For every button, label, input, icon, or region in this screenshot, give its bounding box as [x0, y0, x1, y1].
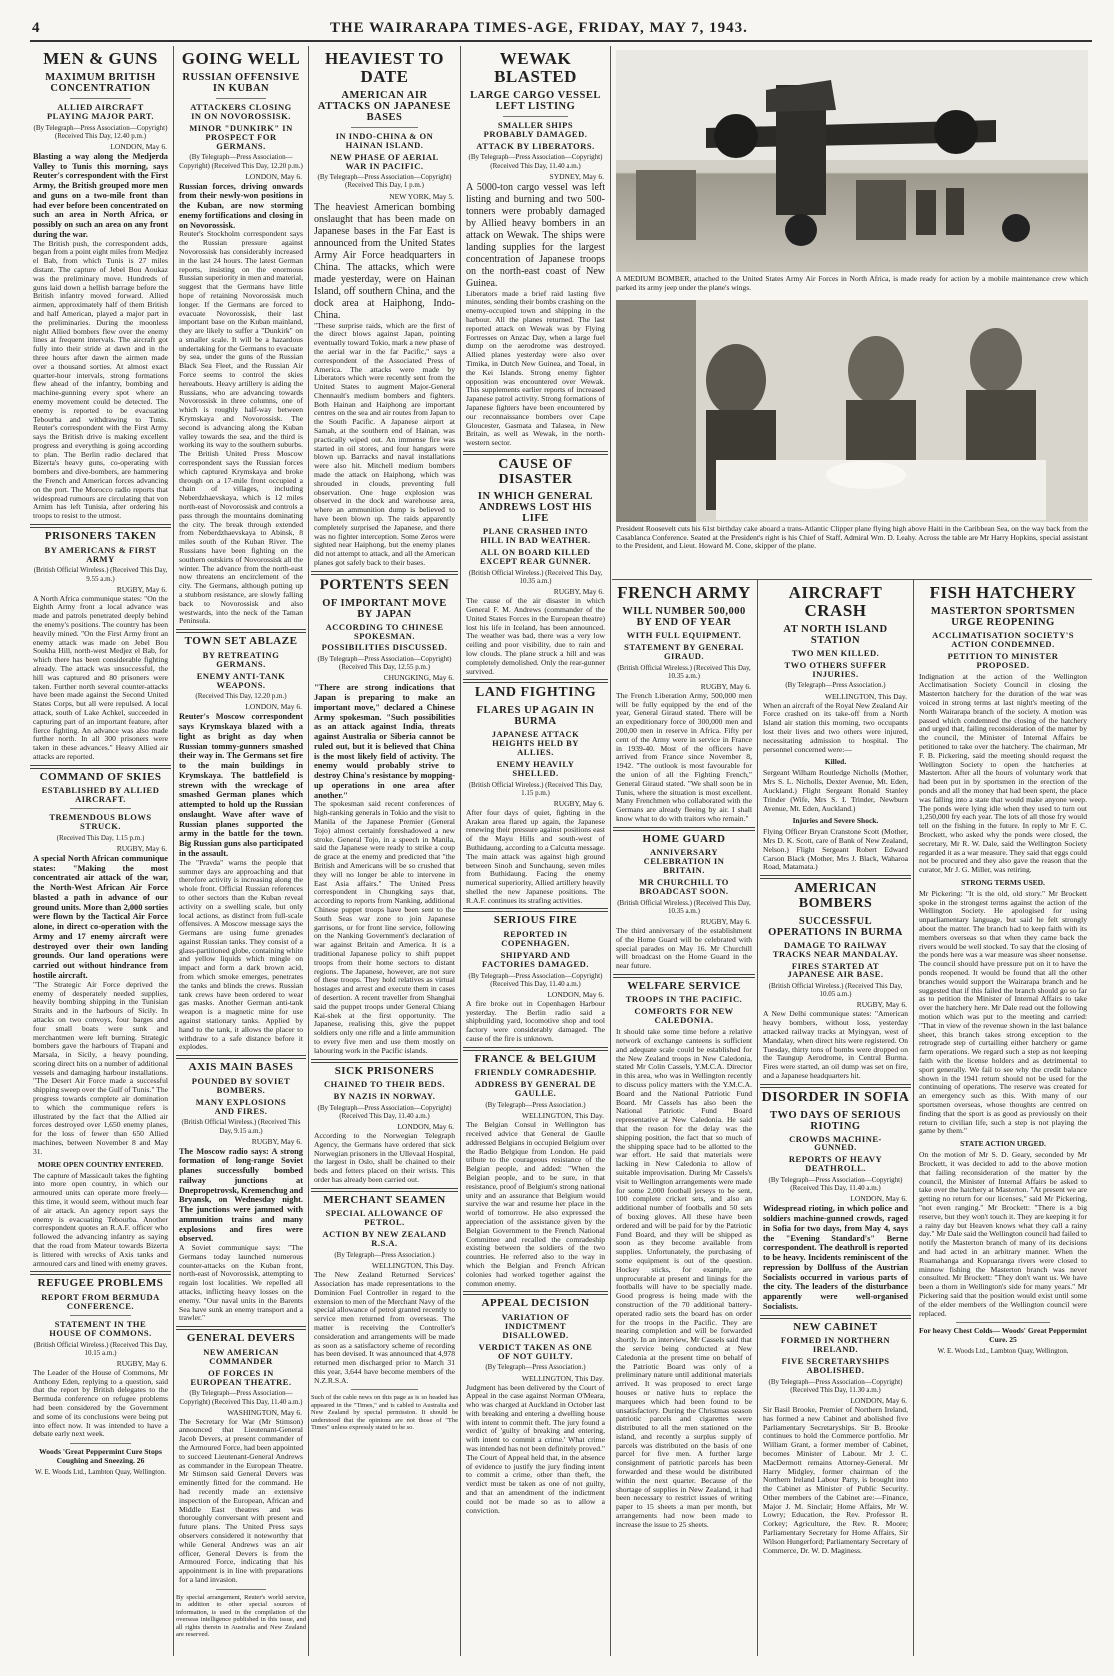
- article-body: A Soviet communique says: "The Germans today launched numerous counter-attacks on the Kuban front, north-east of Novorossisk, attempting to regain lost localities. We repelled all attacks, inflicting heavy losses on the enemy. "Our naval units in the Barents Sea have sunk an enemy transport and a trawler.": [179, 1243, 303, 1323]
- advertisement: For heavy Chest Colds— Woods' Great Peppermint Cure. 25: [919, 1326, 1087, 1345]
- headline: MERCHANT SEAMEN: [323, 1193, 446, 1206]
- deck: ALL ON BOARD KILLED EXCEPT REAR GUNNER.: [479, 547, 592, 567]
- deck: SHIPYARD AND FACTORIES DAMAGED.: [482, 949, 589, 969]
- headline: GOING WELL: [181, 49, 301, 68]
- photo-caption: President Roosevelt cuts his 61st birthday cake aboard a trans-Atlantic Clipper plane flying high above Haiti in the Caribbean Sea, on the way back from the Casablanca Conference. Seated at the President's right is his Chief of Staff, Admiral Wm. D. Leahy. Across the table are Mr Harry Hopkins, special assistant to the President, and Lieut. Howard M. Cone, skipper of the plane.: [616, 524, 1088, 551]
- headline: FISH HATCHERY: [929, 583, 1077, 602]
- headline: WEWAK BLASTED: [494, 49, 577, 86]
- credit-line: (Received This Day, 1.15 p.m.): [56, 833, 145, 842]
- deck: VERDICT TAKEN AS ONE OF NOT GUILTY.: [478, 1341, 593, 1361]
- article-body: Liberators made a brief raid lasting five minutes, sending their bombs crashing on the enemy-occupied town and shipping in the harbour. All the planes returned. The last reported attack on Wewak was by Flying Fortresses on Anzac Day, when a large fuel dump on the aerodrome was destroyed. Allied planes yesterday were also over Timika, in Dutch New Guinea, and Toeal, in the Kei Islands. Strong enemy fighter opposition was encountered over Wewak. This supplements earlier reports of increased Japanese patrol activity. Strong formations of Japanese fighters have been encountered by our reconnaissance bombers over Cape Gloucester, Gasmata and Talasea, in New Britain, as well as Wewak, in the north-western sector.: [466, 288, 605, 448]
- deck: CROWDS MACHINE-GUNNED.: [789, 1133, 882, 1153]
- credit-line: (By Telegraph—Press Association—Copyright) (Received This Day, 11.40 a.m.): [317, 1103, 452, 1121]
- dateline: LONDON, May 6.: [397, 1122, 454, 1132]
- dateline: LONDON, May 6.: [850, 1395, 907, 1405]
- dateline: LONDON, May 6.: [850, 1194, 907, 1204]
- birthday-photo: [616, 300, 1088, 522]
- article-body: Sir Basil Brooke, Premier of Northern Ireland, has formed a new Cabinet and abolished five Parliamentary Secretaryships. Sir B. Brooke continues to hold the Commerce portfolio. Mr William Grant, a former member of Cabinet, becomes Minister of Labour. Mr J. C. MacDermott remains Attorney-General. Mr Harry Midgley, former chairman of the Northern Ireland Labour Party, is brought into the Cabinet as Minister of Public Security. Other members of the Cabinet are:—Finance, Major J. M. Sinclair; Home Affairs, Mr W. Lowry; Education, the Rev. Professor R. Corkey; Agriculture, the Rev. R. Moore; Parliamentary Secretary for Home Affairs, Sir Wilson Hungerford; Parliamentary Secretary of Commerce, Dr. W. D. Maginess.: [763, 1404, 908, 1555]
- credit-line: (By Telegraph—Press Association—Copyright) (Received This Day, 11.40 a.m.): [768, 1176, 903, 1193]
- crosshead: STRONG TERMS USED.: [961, 877, 1045, 887]
- subheadline: NEW AMERICAN COMMANDER: [203, 1346, 279, 1366]
- column-rule: [460, 46, 461, 1656]
- subheadline: RUSSIAN OFFENSIVE IN KUBAN: [182, 71, 300, 94]
- deck: BY NAZIS IN NORWAY.: [333, 1091, 436, 1102]
- dateline: RUGBY, May 6.: [553, 587, 604, 597]
- credit-line: (By Telegraph—Press Association—Copyright) (Received This Day, 12.20 p.m.): [179, 153, 303, 170]
- credit-line: (By Telegraph—Press Association—Copyright) (Received This Day, 11.40 a.m.): [179, 1389, 303, 1406]
- credit-line: (British Official Wireless.) (Received This Day, 10.35 a.m.): [617, 898, 751, 915]
- crosshead: Killed.: [824, 757, 847, 767]
- dateline: SYDNEY, May 6.: [549, 171, 604, 181]
- credit-line: (By Telegraph—Press Association.): [485, 1101, 586, 1110]
- photo-caption: A MEDIUM BOMBER, attached to the United States Army Air Forces in North Africa, is made ready for action by a mobile maintenance crew which parked its army jeep under the plane's wings.: [616, 274, 1088, 292]
- headline: HEAVIEST TO DATE: [324, 49, 445, 86]
- credit-line: (British Official Wireless.) (Received This Day, 10.15 a.m.): [33, 1340, 168, 1357]
- deck: TWO OTHERS SUFFER INJURIES.: [784, 659, 887, 679]
- article-body: Flying Officer Bryan Cranstone Scott (Mother, Mrs D. K. Scott, care of Bank of New Zealand, Nelson.) Flight Sergeant Robert Edward Carson Black (Mother, Mrs J. Black, Waharoa Road, Matamata.): [763, 827, 908, 872]
- dateline: CHUNGKING, May 6.: [383, 673, 454, 683]
- deck: IN INDO-CHINA & ON HAINAN ISLAND.: [335, 130, 434, 150]
- deck: PETITION TO MINISTER PROPOSED.: [947, 650, 1059, 670]
- deck: MR CHURCHILL TO BROADCAST SOON.: [639, 877, 729, 896]
- article-body: A New Delhi communique states: "American heavy bombers, without loss, yesterday attacked railway tracks at Myingyan, west of Mandalay, when direct hits were registered. On Tuesday, thirty tons of bombs were dropped on the Taungup Aerodrome, in Central Burma. Fires were started, an oil dump was set on fire, and a Japanese headquarters hit.: [763, 1009, 908, 1081]
- subheadline: OF IMPORTANT MOVE BY JAPAN: [322, 597, 447, 620]
- dateline: RUGBY, May 6.: [856, 1000, 907, 1010]
- article-body: The Secretary for War (Mr Stimson) announced that Lieutenant-General Jacob Devers, at present commander of the Armoured Force, had been appointed to succeed Lieutenant-General Andrews as commander in the European Theatre. Mr Stimson said General Devers was eminently fitted for the command. He had recently made an extensive inspection of the European, African and Middle East theatres and was thoroughly conversant with present and future plans. The United Press says observers considered it noteworthy that while General Andrews was an air officer, General Devers is from the Armoured Force, indicating that his appointment is in line with preparations for a land invasion.: [179, 1416, 303, 1584]
- subheadline: WILL NUMBER 500,000 BY END OF YEAR: [622, 605, 746, 628]
- subheadline: IN WHICH GENERAL ANDREWS LOST HIS LIFE: [477, 491, 594, 525]
- deck: DAMAGE TO RAILWAY TRACKS NEAR MANDALAY.: [772, 939, 899, 959]
- headline: SERIOUS FIRE: [493, 914, 578, 927]
- bomber-photo: [616, 50, 1088, 272]
- article-body: When an aircraft of the Royal New Zealand Air Force crashed on its take-off from a North Island air station this morning, two occupants lost their lives and two others were injured, necessitating admission to hospital. The personnel concerned were:—: [763, 700, 908, 754]
- deck: WITH FULL EQUIPMENT.: [626, 629, 742, 640]
- credit-line: (By Telegraph—Press Association—Copyright) (Received This Day, 1 p.m.): [317, 173, 452, 190]
- lead-paragraph: A special North African communique states: "Making the most concentrated air attack of the war, the North-West African Air Force blasted a path in advance of our ground units. More than 2,000 sorties were flown by the Tactical Air Force alone, in direct co-operation with the Army and 17 enemy aircraft were destroyed over their own landing grounds. Our land operations were carried out without hindrance from hostile aircraft.: [33, 853, 168, 980]
- column-5: [613, 582, 755, 1656]
- article-body: The British push, the correspondent adds, began from a point eight miles from Medjez el Bab, from which Tunis is 27 miles distant. The capture of Jebel Bou Aoukaz was the preliminary move. Hundreds of guns laid down a hellish barrage before the British infantry moved forward. Allied airmen, approximately half of them British and half American, played a major part in the preliminaries. During the moonless night Allied bombers flew over the enemy lines at frequent intervals. The aircraft got fully into their stride at dawn and in the three hours after dawn the airmen made over a thousand sorties. At almost exact quarter-hour intervals, strong formations flew ahead of the infantry, bombing and machine-gunning every spot where an enemy movement could be detected. The enemy is reported to be evacuating Tebourba and withdrawing to Tunis. Reuter's correspondent with the First Army says the British drive is making excellent progress and everything is going according to plan. The Berlin radio declared that Bizerta's heavy guns, co-operating with bombers and dive-bombers, are hammering the French and American forces advancing on the port. The Morocco radio reports that widespread rumours are circulating that von Arnim has left Tunisia, after ordering his troops to resist to the utmost.: [33, 238, 168, 521]
- article-body: It should take some time before a relative network of exchange canteens is sufficient and adequate scale could be established for the New Zealand troops in New Caledonia, stated Mr Colin Cassels, Y.M.C.A. Director in this area, who was in Wellington recently to discuss policy matters with the Y.M.C.A. Board and the National Patriotic Fund Board. Mr Cassels has also been the National Patriotic Fund Board representative at New Caledonia. He said that the reason for the delay was the shipping position, the fact that so much of the shipping space had to be allotted to the war effort. He said that materials were lacking in New Caledonia to allow of suitable improvisation. During Mr Cassels's visit to Wellington arrangements were made for some 2,000 football jerseys to be sent, 100 complete cricket sets, and also an additional number of footballs and 50 sets of boxing gloves. All these have been ordered and will be paid for by the Patriotic Fund Board, and they will be shipped as soon as they become available from supplies. Unfortunately, the purchasing of some equipment is out of the question. Hockey sticks, for example, are unprocurable at present and linings for the footballs will have to be specially made. Good progress is being made with the construction of the 70 additional battery-operated radio sets the board has on order for the troops in the Pacific. They are nearing completion and will be forwarded shortly. In an interview, Mr Cassels said that the service being conducted at New Caledonia at the present time on behalf of the Patriotic Board was only of a preliminary nature until additional materials arrived. It was proposed to erect large houses or native huts to replace the marquees which had been found to be unsatisfactory. During the Christmas season patriotic parcels and cigarettes were distributed to all the men stationed on the island, and recently a surplus supply of parcels was distributed on the basis of one parcel for five men. A further large consignment of patriotic parcels has been forwarded and these would be distributed within the next quarter. Because of the shortage of supplies in New Zealand, it had been necessary to restrict issues of writing paper to 15 sheets a man per month, but arrangements had now been made to increase the issue to 25 sheets.: [616, 1027, 752, 1529]
- article-body: According to the Norwegian Telegraph Agency, the Germans have ordered that sick Norwegian prisoners in the Ullevaal Hospital, the largest in Oslo, shall be chained to their beds and fetters placed on their wrists. This order has already been carried out.: [314, 1131, 455, 1185]
- headline: WELFARE SERVICE: [627, 979, 741, 992]
- article-body: The Belgian Consul in Wellington has received advice that General de Gaulle addressed Belgians in occupied Belgium over the Radio Belgique from London. He paid tribute to the courageous resistance of the Belgian people, and added: "When the Belgian people, and to be sure, in that resistance, proof of Belgium's strong national unity and an assurance that Belgium would survive the war and resume her place in the world of tomorrow. He also expressed the appreciation of the assistance given by the Belgian Government to the French National Committee and recalled the comradeship existing between the soldiers of the two countries. He referred also to the way in which the Belgian and French African colonies had worked together against the common enemy.: [466, 1120, 605, 1288]
- credit-line: (By Telegraph—Press Association—Copyright) (Received This Day, 11.40 a.m.): [468, 971, 603, 988]
- article-body: The spokesman said recent conferences of high-ranking generals in Tokio and the visit to Manila of the Japanese Premier (General Tojo) almost certainly foreshadowed a new stroke. General Tojo, in a speech in Manila, said the Japanese were ready to strike a coup de grace at the enemy and predicted that "the British and Americans will be so crushed that they will no longer be able to intervene in East Asia affairs." The United Press correspondent in Chungking says that, according to reports from Nanking, additional Chinese puppet troops have been sent to the South Seas war zone to join Japanese garrisons, or for front line service, following on the Nanking Government's declaration of war against Britain and America. It is a traditional Japanese policy to shift puppet troops from their home sectors to distant regions. The Japanese, however, are not sure of these troops. They hold relatives as virtual hostages and arrest and execute them in cases of desertion. A recent traveller from Shanghai said the puppet troops under General Chiang Kai-shek at the first opportunity. The Japanese, realising this, give the puppet soldiers only one rifle and a little ammunition to every five men and use them mostly on labouring work in the Pacific islands.: [314, 799, 455, 1055]
- column-rule: [173, 46, 174, 1656]
- column-2: [176, 48, 306, 1656]
- subheadline: ESTABLISHED BY ALLIED AIRCRAFT.: [41, 785, 160, 805]
- article-body: A North Africa communique states: "On the Eighth Army front a local advance was made and patrols penetrated deeply behind the enemy's positions. The country has been heavily mined. "On the First Army front an enemy attack was made on Jebel Bou Soukha Hill, north-west Medjez el Bab, for which there has been considerable fighting already. The attack was unsuccessful, the hill was captured and 80 prisoners were taken. Further north several counter-attacks have been made against the Second United States Corps, but all were repulsed. A local attack, south of Lake Achkel, succeeded in capturing part of an important feature, after fierce fighting. An advance was also made further north. In all 300 prisoners were taken in these advances." Heavy Allied air attacks are reported.: [33, 593, 168, 761]
- deck: OF FORCES IN EUROPEAN THEATRE.: [190, 1367, 292, 1387]
- headline: LAND FIGHTING: [474, 685, 597, 701]
- subheadline: TWO DAYS OF SERIOUS RIOTING: [770, 1109, 901, 1132]
- credit-line: (British Official Wireless.) (Received This Day, 1.15 p.m.): [468, 780, 603, 797]
- subheadline: BY AMERICANS & FIRST ARMY: [44, 544, 157, 564]
- deck: ACCORDING TO CHINESE SPOKESMAN.: [325, 621, 444, 641]
- deck: ATTACK BY LIBERATORS.: [476, 140, 595, 151]
- lead-paragraph: Reuter's Moscow correspondent says Krymskaya blazed with a light as bright as day when Russian tommy-gunners smashed their way in. The Germans set fire to the main buildings in Krymskaya. The battlefield is strewn with the wreckage of smashed German planes which attempted to hold up the Russian onslaught. Wave after wave of Russian planes supported the army in the battle for the town. Big Russian guns also participated in the assault.: [179, 712, 303, 858]
- subheadline: AMERICAN AIR ATTACKS ON JAPANESE BASES: [317, 89, 452, 123]
- article-body: The "Pravda" warns the people that summer days are approaching and that therefore activity is increasing along the whole front. Official Russian references to other sectors than the Kuban reveal activity on a swelling scale, but only local actions, as distinct from full-scale offensives. A Moscow message says the Germans are using fume grenades against Russian tanks. They consist of a glass-partitioned globe, containing white and yellow liquids which mingle on impact and form a dark brown acid, from which smoke emerges, penetrates the tanks and blinds the crews. Russian tank crews have been ordered to wear gas masks. Another German anti-tank weapon is a magnetic mine for use against stationary tanks. Applied by hand to the tank, it allows the placer to withdraw to a safe distance before it explodes.: [179, 857, 304, 1052]
- deck: ACTION BY NEW ZEALAND R.S.A.: [322, 1229, 447, 1249]
- article-body: A fire broke out in Copenhagen Harbour yesterday. The Berlin radio said a shipbuilding yard, locomotive shop and tool factory were considerably damaged. The cause of the fire is unknown.: [466, 998, 605, 1043]
- deck: ENEMY HEAVILY SHELLED.: [496, 758, 575, 778]
- deck: REPORTS OF HEAVY DEATHROLL.: [788, 1154, 883, 1174]
- subheadline: REPORTED IN COPENHAGEN.: [501, 929, 570, 948]
- headline: PORTENTS SEEN: [319, 576, 450, 593]
- deck: FIVE SECRETARYSHIPS ABOLISHED.: [781, 1355, 890, 1375]
- dateline: WELLINGTON, This Day.: [521, 1373, 604, 1383]
- article-body: The cause of the air disaster in which General F. M. Andrews (commander of the United States Forces in the European theatre) lost his life in Iceland, has been announced. The weather was bad, there was a very low ceiling and poor visibility, due to rain and low clouds. The plane struck a hill and was completely demolished. Only the rear-gunner survived.: [466, 596, 605, 676]
- credit-line: (By Telegraph—Press Association—Copyright) (Received This Day, 11.30 a.m.): [768, 1377, 903, 1394]
- crosshead: STATE ACTION URGED.: [960, 1139, 1046, 1149]
- dateline: LONDON, May 6.: [245, 702, 302, 712]
- article-body: Sergeant Wilham Routledge Nicholls (Mother, Mrs S. L. Nicholls, Dexter Avenue, Mt. Eden, Auckland.) Flight Sergeant Ronald Stanley Trinder (Wife, Mrs S. I. Trinder, Newburn Avenue, Mt. Eden, Auckland.): [763, 768, 908, 813]
- article-body: The Leader of the House of Commons, Mr Anthony Eden, replying to a question, said that the report by British delegates to the Bermuda conference on refugee problems had been considered by the Government and some of its conclusions were being put into effect now. It was intended to have a debate early next week.: [33, 1367, 168, 1439]
- advertisement-address: W. E. Woods Ltd., Lambton Quay, Wellington.: [35, 1467, 166, 1476]
- headline: FRANCE & BELGIUM: [474, 1052, 597, 1065]
- credit-line: (By Telegraph—Press Association—Copyright) (Received This Day, 12.55 p.m.): [317, 655, 452, 672]
- column-7: [916, 582, 1090, 1656]
- subheadline: VARIATION OF INDICTMENT DISALLOWED.: [501, 1311, 570, 1340]
- article-body: Mr Pickering: "It is the old, old story." Mr Brockett spoke in the strongest terms against the action of the Wellington Society. He apologised for using unparliamentary language, but said he felt strongly about the matter. The branch had to keep faith with its members overseas so that when they came back the rivers would be well stocked. To say that the closing of the ponds here was a war measure was sheer nonsense. The council should have pressure put on it to have the ponds reopened. It would be found that all the other branches would support the Wairarapa branch and he suggested that if this failed the branch should go so far as to petition the Minister of Internal Affairs to take over the hatchery here. Mr Dale read out the following motion which was put to the meeting and carried: "That in view of the revenue shown in the last balance sheet, this branch takes strong exception to the retrograde step of curtailing either hatchery or game farm operations. We regard such a step as not keeping faith with the license holders and as detrimental to sport generally. We fail to see why the credit balance shown in the 1941 return should not be used for the continuing of operations. The reserve was created for an emergency such as this. With many of our sportsmen overseas, whose thoughts are centred on finding that the sport is as good as previously on their return to civilian life, such a step is not playing the game by them.": [919, 888, 1087, 1136]
- credit-line: (British Official Wireless.) (Received This Day, 10.05 a.m.): [768, 982, 903, 999]
- subheadline: TROOPS IN THE PACIFIC.: [625, 994, 743, 1005]
- headline: DISORDER IN SOFIA: [761, 1089, 910, 1105]
- headline: AXIS MAIN BASES: [188, 1061, 294, 1074]
- page-number: 4: [32, 20, 40, 36]
- article-body: The third anniversary of the establishment of the Home Guard will be celebrated with special parades on May 16. Mr Churchill will broadcast on the Home Guard in the near future.: [616, 925, 752, 971]
- article-body: The capture of Massicault takes the fighting into more open country, in which our armoured units can operate more freely—this time, it would seem, without much fear of air attack. An agency report says the enemy is evacuating Tebourba. Another correspondent quotes an R.A.F. officer who followed the advancing infantry as saying that the road from Mateur towards Bizerta is littered with wrecks of Axis tanks and armoured cars and lined with enemy graves.: [33, 1170, 168, 1268]
- headline: FRENCH ARMY: [617, 583, 751, 602]
- deck: TWO MEN KILLED.: [791, 647, 880, 658]
- deck: COMFORTS FOR NEW CALEDONIA.: [634, 1006, 734, 1026]
- credit-line: (Received This Day, 12.20 p.m.): [195, 692, 287, 701]
- headline: APPEAL DECISION: [481, 1297, 590, 1310]
- newspaper-title: THE WAIRARAPA TIMES-AGE, FRIDAY, MAY 7, 1943.: [330, 20, 748, 36]
- dateline: RUGBY, May 6.: [553, 798, 604, 808]
- subheadline: MAXIMUM BRITISH CONCENTRATION: [45, 71, 156, 94]
- deck: MANY EXPLOSIONS AND FIRES.: [195, 1096, 287, 1116]
- deck: FIRES STARTED AT JAPANESE AIR BASE.: [787, 960, 884, 980]
- headline: MEN & GUNS: [43, 49, 158, 68]
- dateline: WELLINGTON, This Day.: [824, 691, 907, 701]
- deck: MINOR "DUNKIRK" IN PROSPECT FOR GERMANS.: [189, 122, 293, 151]
- article-body: The French Liberation Army, 500,000 men will be fully equipped by the end of the year, General Giraud stated. There will be an expeditionary force of 300,000 men and 200,00 men in reserve in Africa. Fifty per cent of the Army were in service in France in 1939-40. Most of the officers have arrived from France since November 8, 1942. "The outlook is most favourable for the union of all the Fighting French," General Giraud stated. "We shall soon be in Tunis, where the situation is most excellent. Many Frenchmen who collaborated with the Germans are already fleeing by air. I shall know what to do with traitors who remain.": [616, 690, 752, 823]
- dateline: LONDON, May 6.: [245, 171, 302, 181]
- dateline: RUGBY, May 6.: [116, 1358, 167, 1368]
- lead-paragraph: The heaviest American bombing onslaught that has been made on Japanese bases in the Far East is announced from the United States Army Air Force headquarters in China. The attacks, which were made yesterday, were on Hainan Island, off southern China, and the dock area at Haiphong, Indo-China.: [314, 201, 455, 321]
- footnote: Such of the cable news on this page as is so headed has appeared in the "Times," and is cabled to Australia and New Zealand by special permission. It should be understood that the opinions are not those of "The Times" unless expressly stated to be so.: [311, 1394, 458, 1432]
- article-body: "The Strategic Air Force deprived the enemy of desperately needed supplies, heavily bombing shipping in the Tunisian Straits and in the harbours of Sicily. In attacks on two convoys, four barges and four small boats were sunk and merchantmen were left burning. Strategic bombers gave the harbours of Trapani and Marsala, in Sicily, a heavy pounding, scoring direct hits on a number of additional vessels and damaging harbour installations. "The Desert Air Force made a successful shipping sweep over the Gulf of Tunis." The progress towards complete air domination to which the communique refers is illustrated by the fact that the Allied air forces destroyed over 1,650 enemy planes, for the loss of fewer than 650 Allied machines, between November 8 and May 31.: [33, 979, 168, 1156]
- subheadline: SPECIAL ALLOWANCE OF PETROL.: [325, 1208, 444, 1228]
- subheadline: SUCCESSFUL OPERATIONS IN BURMA: [768, 915, 903, 938]
- subheadline: FLARES UP AGAIN IN BURMA: [476, 704, 595, 727]
- subheadline: LARGE CARGO VESSEL LEFT LISTING: [470, 89, 601, 112]
- deck: PLANE CRASHED INTO HILL IN BAD WEATHER.: [480, 526, 591, 546]
- headline: SICK PRISONERS: [334, 1064, 435, 1077]
- headline: NEW CABINET: [793, 1320, 878, 1333]
- section-rule: [612, 579, 1092, 580]
- subheadline: MASTERTON SPORTSMEN URGE REOPENING: [930, 605, 1076, 628]
- column-6: [760, 582, 911, 1656]
- credit-line: (British Official Wireless.) (Received This Day, 10.35 a.m.): [468, 569, 603, 586]
- bomber-illustration: [616, 50, 1088, 272]
- deck: STATEMENT IN THE HOUSE OF COMMONS.: [49, 1318, 152, 1338]
- headline: HOME GUARD: [642, 832, 726, 845]
- article-body: Judgment has been delivered by the Court of Appeal in the case against Norman O'Meara, who was charged at Auckland in October last with breaking and entering a dwelling house with intent to commit theft. The jury found a verdict of 'guilty of breaking and entering, with intent to commit a crime.' What crime was intended has not been definitely proved." The Court of Appeal held that, in the absence of evidence to justify the jury finding intent to commit a crime, other than theft, the verdict must be taken as one of not guilty, and that an amendment of the indictment could not be made so as to allow a conviction.: [466, 1382, 605, 1515]
- article-body: After four days of quiet, fighting in the Arakan area flared up again, the Japanese renewing their pressure against positions east of the Mayu Hills and south-west of Buthidaung, according to a Calcutta message. The main attack was against high ground between Sinoh and Sunchaung, seven miles from Buthidaung. Facing the enemy numerical superiority, Allied artillery heavily shelled the new Japanese positions. The R.A.F. continues its strafing activities.: [466, 807, 605, 905]
- headline: GENERAL DEVERS: [186, 1332, 296, 1345]
- column-rule: [610, 46, 611, 1656]
- credit-line: (By Telegraph—Press Association.): [334, 1251, 435, 1260]
- dateline: LONDON, May 6.: [110, 141, 167, 151]
- deck: SMALLER SHIPS PROBABLY DAMAGED.: [483, 119, 588, 139]
- column-4: [463, 48, 608, 1656]
- lead-paragraph: Russian forces, driving onwards from their newly-won positions in the Kuban, are now storming enemy fortifications and closing in on Novorossisk.: [179, 181, 303, 230]
- credit-line: (By Telegraph—Press Association—Copyright) (Received This Day, 12.40 p.m.): [33, 123, 168, 140]
- deck: ALLIED AIRCRAFT PLAYING MAJOR PART.: [46, 101, 155, 121]
- subheadline: BY RETREATING GERMANS.: [202, 649, 280, 669]
- credit-line: (By Telegraph—Press Association.): [485, 1363, 586, 1372]
- headline: PRISONERS TAKEN: [44, 530, 157, 543]
- footnote: By special arrangement, Reuter's world service, in addition to other special sources of information, is used in the compilation of the overseas intelligence published in this issue, and all rights therein in Australia and New Zealand are reserved.: [176, 1593, 306, 1639]
- lead-paragraph: A 5000-ton cargo vessel was left listing and burning and two 500-tonners were probably damaged by Allied heavy bombers in an attack on Wewak. The ships were landing supplies for the largest concentration of Japanese troops on the north-east coast of New Guinea.: [466, 181, 605, 289]
- deck: JAPANESE ATTACK HEIGHTS HELD BY ALLIES.: [491, 729, 580, 757]
- headline: AIRCRAFT CRASH: [788, 583, 883, 620]
- article-body: Reuter's Stockholm correspondent says the Russian pressure against Novorossisk has considerably increased in the last 24 hours. The latest German reports, insisting on the enormous Russian superiority in men and material, suggest that the Germans have little hope of retaining Novorossisk much longer. If the Germans are forced to evacuate Novorossisk, their last important base on the Kuban mainland, they are likely to suffer a "Dunkirk" on a smaller scale. It will be a hazardous undertaking for the Germans to evacuate by sea, under the guns of the Russian Black Sea Fleet, and the Russian Air Force seems to control the skies hereabouts. Heavy artillery is aiding the Russians, who are advancing towards Novorossisk in three columns, one of which is roughly half-way between Krymskaya and Novorossisk. The second is advancing along the Kuban valley towards the sea, and the third is working its way to the southern suburbs. The British United Press Moscow correspondent says the Russian forces which captured Krymskaya and broke through on a 17-mile front occupied a chain of villages, including Neberdzhaevskaya, which is 12 miles north-east of Novorossisk and controls a pass through the mountains dominating the city. The break through extended from Neberdzhaevskaya to Abinsk, 8 miles south of the Kuban River. The Russians have been fighting on the southern outskirts of Novorossisk all the winter. The advance from the north-east now threatens an encirclement of the city. The Germans, although putting up a stubborn resistance, are slowly falling back to Novorossisk and also westwards, into the neck of the Taman Peninsula.: [179, 229, 303, 626]
- crosshead: Injuries and Severe Shock.: [792, 816, 879, 826]
- dateline: RUGBY, May 6.: [116, 584, 167, 594]
- deck: NEW PHASE OF AERIAL WAR IN PACIFIC.: [330, 151, 439, 171]
- deck: TREMENDOUS BLOWS STRUCK.: [49, 812, 152, 831]
- credit-line: (British Official Wireless.) (Received This Day, 10.35 a.m.): [617, 663, 751, 680]
- deck: STATEMENT BY GENERAL GIRAUD.: [624, 641, 744, 661]
- deck: ATTACKERS CLOSING IN ON NOVOROSSISK.: [190, 101, 292, 121]
- birthday-illustration: [616, 300, 1088, 522]
- column-3: [311, 48, 458, 1656]
- headline: COMMAND OF SKIES: [39, 770, 162, 783]
- subheadline: FRIENDLY COMRADESHIP.: [474, 1067, 597, 1078]
- dateline: RUGBY, May 6.: [251, 1136, 302, 1146]
- advertisement: Woods 'Great Peppermint Cure Stops Coughing and Sneezing. 26: [39, 1447, 162, 1465]
- dateline: RUGBY, May 6.: [116, 843, 167, 853]
- subheadline: POUNDED BY SOVIET BOMBERS.: [191, 1075, 291, 1095]
- dateline: RUGBY, May 6.: [700, 916, 751, 926]
- article-body: Indignation at the action of the Wellington Acclimatisation Society Council in closing the Masterton hatchery for the duration of the war was voiced in strong terms at last night's meeting of the North Wairarapa branch of the society. A motion was passed which condemned the closing of the hatchery and urged that, failing reconsideration of the matter by the council, the Minister of Internal Affairs be petitioned to take over the hatchery. The chairman, Mr F. B. Pickering, said the meeting should request the Wellington Society to open the hatcheries at Masterton. After all the hours of voluntary work that had been put in by sportsmen in the erection of the ponds and all the money that had been spent, the place was falling into a state that would make anyone weep. The ponds were lying idle when they used to turn out 1,250,000 fry each year. The lots of all those fry would tell on the fishing in the future. In reply to Mr F. C. Brockett, who asked why the ponds were closed, the secretary, Mr R. W. Dale, said the Wellington Society regarded it as a war measure. They said that eggs could not be procured and they also gave the reason that the curator, Mr J. G. Miller, was retiring.: [919, 671, 1087, 875]
- credit-line: (British Official Wireless.) (Received This Day, 9.15 a.m.): [181, 1118, 301, 1135]
- dateline: LONDON, May 6.: [547, 989, 604, 999]
- deck: ACCLIMATISATION SOCIETY'S ACTION CONDEMNED.: [932, 629, 1074, 649]
- column-rule: [913, 580, 914, 1656]
- lead-paragraph: "There are strong indications that Japan is preparing to make an important move," declared a Chinese Army spokesman. "Such possibilities as an attack against India, threats against Australia or Siberia cannot be ruled out, but it is believed that China is the most likely field of activity. The enemy would probably strive to destroy China's resistance by mopping-up operations in one area after another.": [314, 683, 455, 800]
- headline: TOWN SET ABLAZE: [184, 635, 298, 648]
- column-rule: [308, 46, 309, 1656]
- deck: POSSIBILITIES DISCUSSED.: [321, 642, 448, 653]
- subheadline: AT NORTH ISLAND STATION: [783, 623, 888, 646]
- crosshead: MORE OPEN COUNTRY ENTERED.: [37, 1159, 164, 1169]
- lead-paragraph: Widespread rioting, in which police and soldiers machine-gunned crowds, raged in Sofia for two days, from May 4, says the "Evening Standard's" Berne correspondent. The deathroll is reported to be heavy. Incidents reminiscent of the repression by Dollfuss of the Austrian Socialists occurred in various parts of the city. The leaders of the disturbance apparently were well-organised Socialists.: [763, 1204, 908, 1311]
- deck: ENEMY ANTI-TANK WEAPONS.: [196, 670, 286, 690]
- dateline: NEW YORK, May 5.: [389, 191, 454, 201]
- credit-line: (British Official Wireless.) (Received This Day, 9.55 a.m.): [33, 566, 168, 583]
- article-body: "These surprise raids, which are the first of the direct blows against Japan, pointing eventually toward Tokio, mark a new phase of the aerial war in the far Pacific," says a correspondent of the Associated Press of America. The attacks were made by Liberators which were recently sent from the United States to augment Major-General Chennault's medium bombers and fighters. Both Hainan and Haiphong are important centres on the sea and air routes from Japan to the South Pacific. A Japanese airport at Samah, at the southern end of Hainan, was practically wiped out. An immense fire was started in oil stores, and four hangars were blown up. Barracks and naval installations were also hit. Mitchell medium bombers made the attack on Haiphong, which was shrouded in clouds, preventing full observation. One huge explosion was observed in the dock and warehouse area, where an ammunition dump is believed to have been blown up. The raids apparently completely surprised the Japanese, and there was no fighter interception. Some Zeros were sighted near Haiphong, but the enemy planes did not attempt to attack, and all the American planes got safely back to their bases.: [314, 320, 455, 568]
- masthead: [30, 20, 1092, 42]
- lead-paragraph: The Moscow radio says: A strong formation of long-range Soviet planes successfully bombed railway junctions at Dnepropetrovsk, Kremenchug and Bryansk, on Wednesday night. The junctions were jammed with ammunition trains and many explosions and fires were observed.: [179, 1146, 304, 1244]
- credit-line: (By Telegraph—Press Association—Copyright) (Received This Day, 11.40 a.m.): [468, 153, 603, 170]
- dateline: WELLINGTON, This Day.: [521, 1111, 604, 1121]
- dateline: RUGBY, May 6.: [700, 681, 751, 691]
- column-1: [30, 48, 171, 1656]
- headline: REFUGEE PROBLEMS: [37, 1277, 164, 1290]
- subheadline: ANNIVERSARY CELEBRATION IN BRITAIN.: [643, 847, 725, 876]
- article-body: The New Zealand Returned Services' Association has made representations to the Dominion Fuel Controller in regard to the extension to men of the Merchant Navy of the special allowance of petrol granted recently to service men returned from overseas. The matter is receiving the Controller's consideration and arrangements will be made as soon as a satisfactory scheme of recording has been devised. It was announced that 4,978 returned men discharged prior to March 31 this year, 3,644 have become members of the N.Z.R.S.A.: [314, 1270, 455, 1385]
- headline: AMERICAN BOMBERS: [794, 881, 877, 911]
- article-body: On the motion of Mr S. D. Geary, seconded by Mr Brockett, it was decided to add to the above motion that failing reconsideration of the matter by the council, the Minister of Internal Affairs be asked to take over the hatchery at Masterton. "At present we are getting no return for our licenses," said Mr Pickering, "not even ranging." Mr Brockett: "There is a big reserve, but they won't touch it. They are keeping it for a rainy day but Heaven knows what they call a rainy day." Mr Dale said the Wellington council had failed to notify the Masterton branch of many of its decisions and had acted in an arbitrary manner. When the Ruamahanga and Kopuaranga rivers were closed to minnow fishing the Masterton branch was never consulted. Mr Brockett: "They don't want us. We have been a thorn in Wellington's side for many years." Mr Pickering said that the position would exist until some of the elder members of the Wellington council were replaced.: [919, 1150, 1087, 1318]
- column-rule: [757, 580, 758, 1656]
- advertisement-address: W. E. Woods Ltd., Lambton Quay, Wellington.: [937, 1346, 1069, 1355]
- subheadline: REPORT FROM BERMUDA CONFERENCE.: [41, 1291, 160, 1311]
- dateline: WELLINGTON, This Day.: [371, 1261, 454, 1271]
- credit-line: (By Telegraph—Press Association.): [785, 681, 886, 690]
- subheadline: CHAINED TO THEIR BEDS.: [323, 1079, 446, 1090]
- lead-paragraph: Blasting a way along the Medjerda Valley to Tunis this morning, says Reuter's correspondent with the First Army, the British grouped more men and guns on a two-mile front than had ever before been concentrated on such an area in North Africa, or possibly on such an area on any front during the war.: [33, 151, 168, 239]
- headline: CAUSE OF DISASTER: [498, 456, 573, 487]
- subheadline: FORMED IN NORTHERN IRELAND.: [780, 1335, 891, 1355]
- dateline: WASHINGTON, May 6.: [227, 1407, 302, 1417]
- deck: ADDRESS BY GENERAL DE GAULLE.: [474, 1079, 597, 1099]
